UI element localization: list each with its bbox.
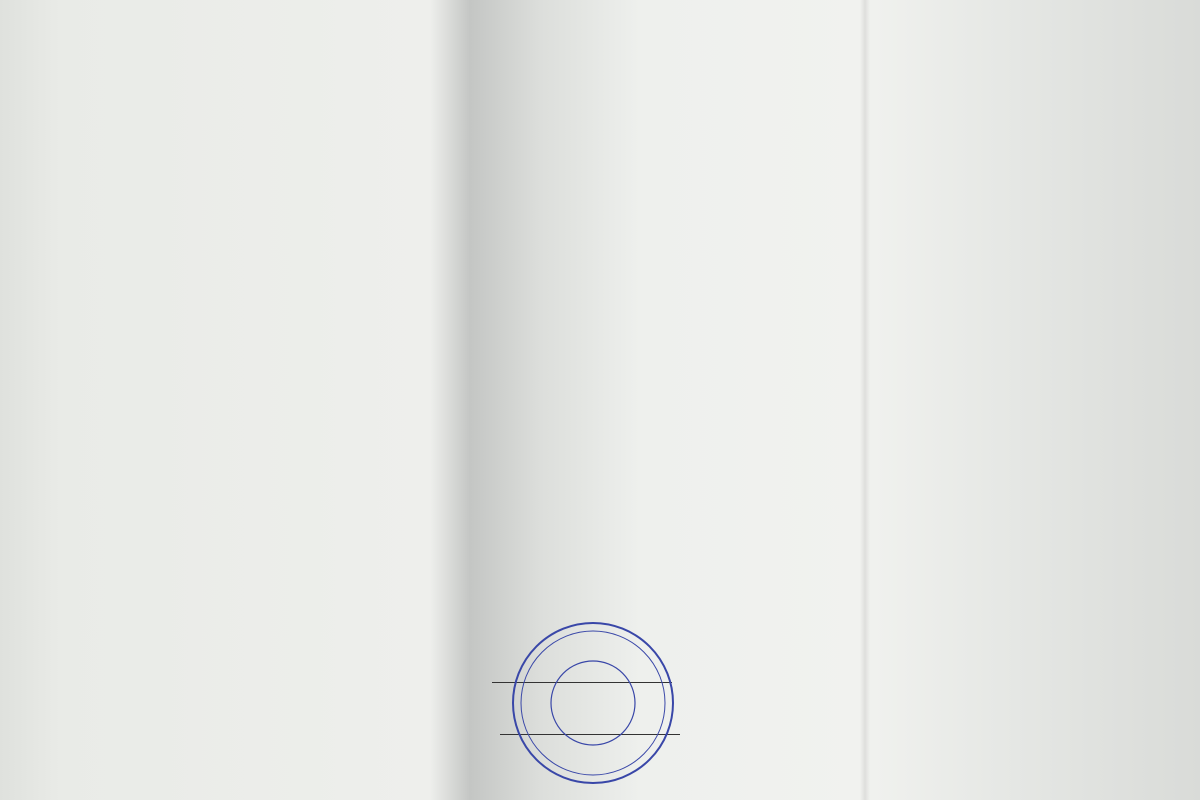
official-stamp (508, 618, 678, 788)
